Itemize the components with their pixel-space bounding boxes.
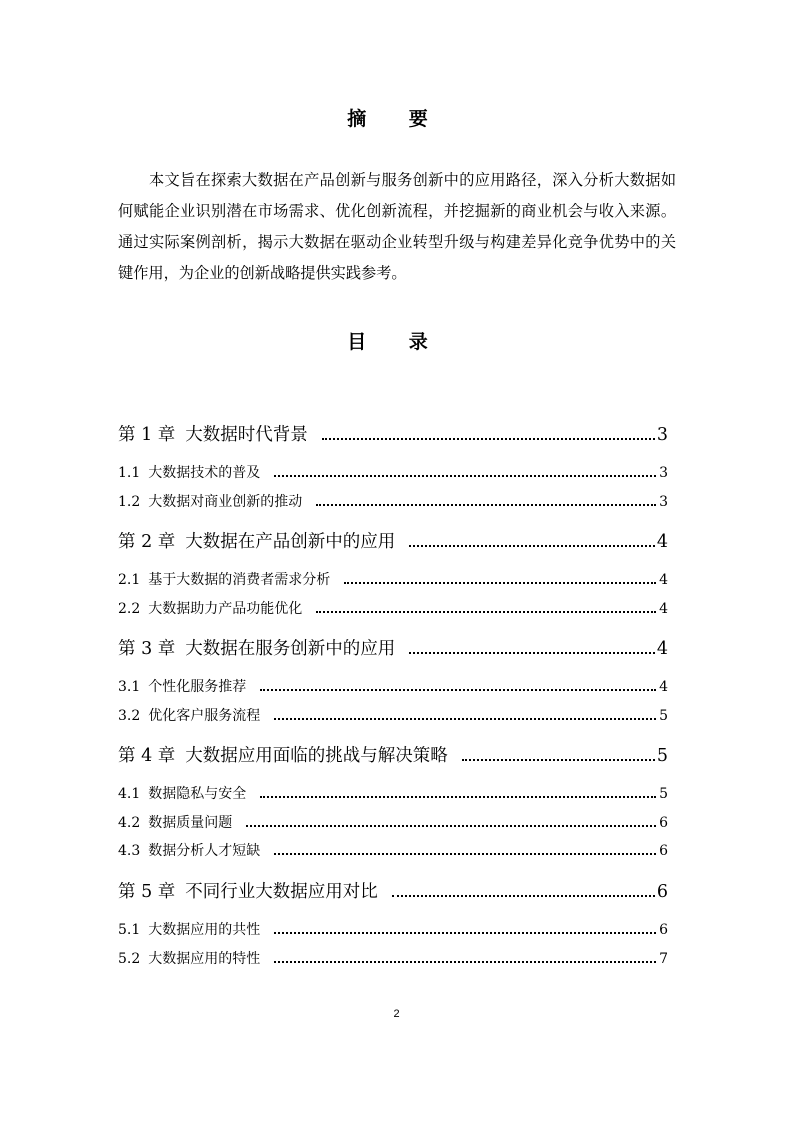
toc-entry[interactable] xyxy=(118,635,668,660)
dot-leader xyxy=(260,689,656,691)
dot-leader xyxy=(344,582,656,584)
toc-entry-title: 大数据应用的特性 xyxy=(148,951,261,967)
toc-entry-number: 第 5 章 xyxy=(118,882,176,902)
dot-leader xyxy=(316,611,656,613)
toc-entry-page: 4 xyxy=(656,639,668,659)
toc-entry-number: 5.2 xyxy=(118,951,141,967)
toc-entry-number: 第 3 章 xyxy=(118,639,176,659)
toc-entry-number: 第 2 章 xyxy=(118,532,176,552)
dot-leader xyxy=(274,961,656,963)
abstract-title: 摘 要 xyxy=(347,108,446,130)
toc-entry-number: 4.2 xyxy=(118,815,141,831)
toc-entry-page: 6 xyxy=(659,843,668,859)
toc-entry-number: 3.1 xyxy=(118,679,141,695)
toc-entry-number: 第 1 章 xyxy=(118,425,176,445)
toc-entry-number: 2.1 xyxy=(118,572,141,588)
abstract-body: 本文旨在探索大数据在产品创新与服务创新中的应用路径，深入分析大数据如何赋能企业识别潜在市场需求、优化创新流程，并挖掘新的商业机会与收入来源。通过实际案例剖析，揭示大数据在驱动企业转型升级与构建差异化竞争优势中的关键作用，为企业的创新战略提供实践参考。 xyxy=(118,171,676,282)
toc-entry-page: 4 xyxy=(656,532,668,552)
toc-entry-page: 3 xyxy=(656,425,668,445)
toc-entry-page: 3 xyxy=(659,465,668,481)
toc-entry[interactable] xyxy=(118,812,668,832)
toc-entry-number: 2.2 xyxy=(118,601,141,617)
toc-entry-title: 大数据技术的普及 xyxy=(148,465,261,481)
toc-entry-title: 不同行业大数据应用对比 xyxy=(185,882,378,902)
toc-entry-number: 4.3 xyxy=(118,843,141,859)
toc-entry-page: 6 xyxy=(659,815,668,831)
toc-entry-title: 大数据对商业创新的推动 xyxy=(148,494,303,510)
toc-entry-page: 5 xyxy=(656,746,668,766)
toc-entry[interactable] xyxy=(118,705,668,725)
toc-entry[interactable] xyxy=(118,462,668,482)
toc-entry-page: 4 xyxy=(659,601,668,617)
toc-entry[interactable] xyxy=(118,742,668,767)
toc-entry[interactable] xyxy=(118,919,668,939)
toc-entry-page: 5 xyxy=(659,786,668,802)
dot-leader xyxy=(462,759,655,761)
toc-entry-page: 3 xyxy=(659,494,668,510)
toc-entry-title: 优化客户服务流程 xyxy=(148,708,261,724)
dot-leader xyxy=(392,895,655,897)
toc-entry-page: 7 xyxy=(659,951,668,967)
toc-entry-title: 数据隐私与安全 xyxy=(148,786,247,802)
toc-entry-title: 基于大数据的消费者需求分析 xyxy=(148,572,331,588)
toc-entry[interactable] xyxy=(118,840,668,860)
toc-entry-number: 5.1 xyxy=(118,922,141,938)
toc-entry-title: 大数据在服务创新中的应用 xyxy=(185,639,396,659)
toc-entry-title: 大数据应用的共性 xyxy=(148,922,261,938)
dot-leader xyxy=(274,932,656,934)
dot-leader xyxy=(274,475,656,477)
toc-entry-number: 3.2 xyxy=(118,708,141,724)
toc-entry[interactable] xyxy=(118,948,668,968)
dot-leader xyxy=(260,796,656,798)
toc-entry-title: 大数据助力产品功能优化 xyxy=(148,601,303,617)
dot-leader xyxy=(316,504,656,506)
dot-leader xyxy=(246,825,656,827)
dot-leader xyxy=(322,438,655,440)
toc-entry[interactable] xyxy=(118,878,668,903)
toc-entry[interactable] xyxy=(118,598,668,618)
toc-entry[interactable] xyxy=(118,421,668,446)
dot-leader xyxy=(274,718,656,720)
toc-entry[interactable] xyxy=(118,783,668,803)
dot-leader xyxy=(409,545,655,547)
toc-entry-title: 大数据时代背景 xyxy=(185,425,308,445)
dot-leader xyxy=(409,652,655,654)
toc-entry-page: 4 xyxy=(659,679,668,695)
toc-entry[interactable] xyxy=(118,528,668,553)
toc-entry-title: 大数据在产品创新中的应用 xyxy=(185,532,396,552)
toc-entry-title: 个性化服务推荐 xyxy=(148,679,247,695)
dot-leader xyxy=(274,853,656,855)
toc-entry-number: 1.1 xyxy=(118,465,141,481)
toc-entry[interactable] xyxy=(118,676,668,696)
toc-entry-page: 6 xyxy=(659,922,668,938)
toc-entry-number: 第 4 章 xyxy=(118,746,176,766)
toc-entry-title: 数据质量问题 xyxy=(148,815,233,831)
toc-entry-page: 4 xyxy=(659,572,668,588)
toc-entry-number: 4.1 xyxy=(118,786,141,802)
toc-title: 目 录 xyxy=(347,331,446,353)
toc-entry-number: 1.2 xyxy=(118,494,141,510)
toc-entry-title: 大数据应用面临的挑战与解决策略 xyxy=(185,746,448,766)
page-number: 2 xyxy=(393,1008,400,1020)
toc-entry-title: 数据分析人才短缺 xyxy=(148,843,261,859)
toc-entry[interactable] xyxy=(118,569,668,589)
toc-entry-page: 6 xyxy=(656,882,668,902)
toc-entry[interactable] xyxy=(118,491,668,511)
toc-entry-page: 5 xyxy=(659,708,668,724)
